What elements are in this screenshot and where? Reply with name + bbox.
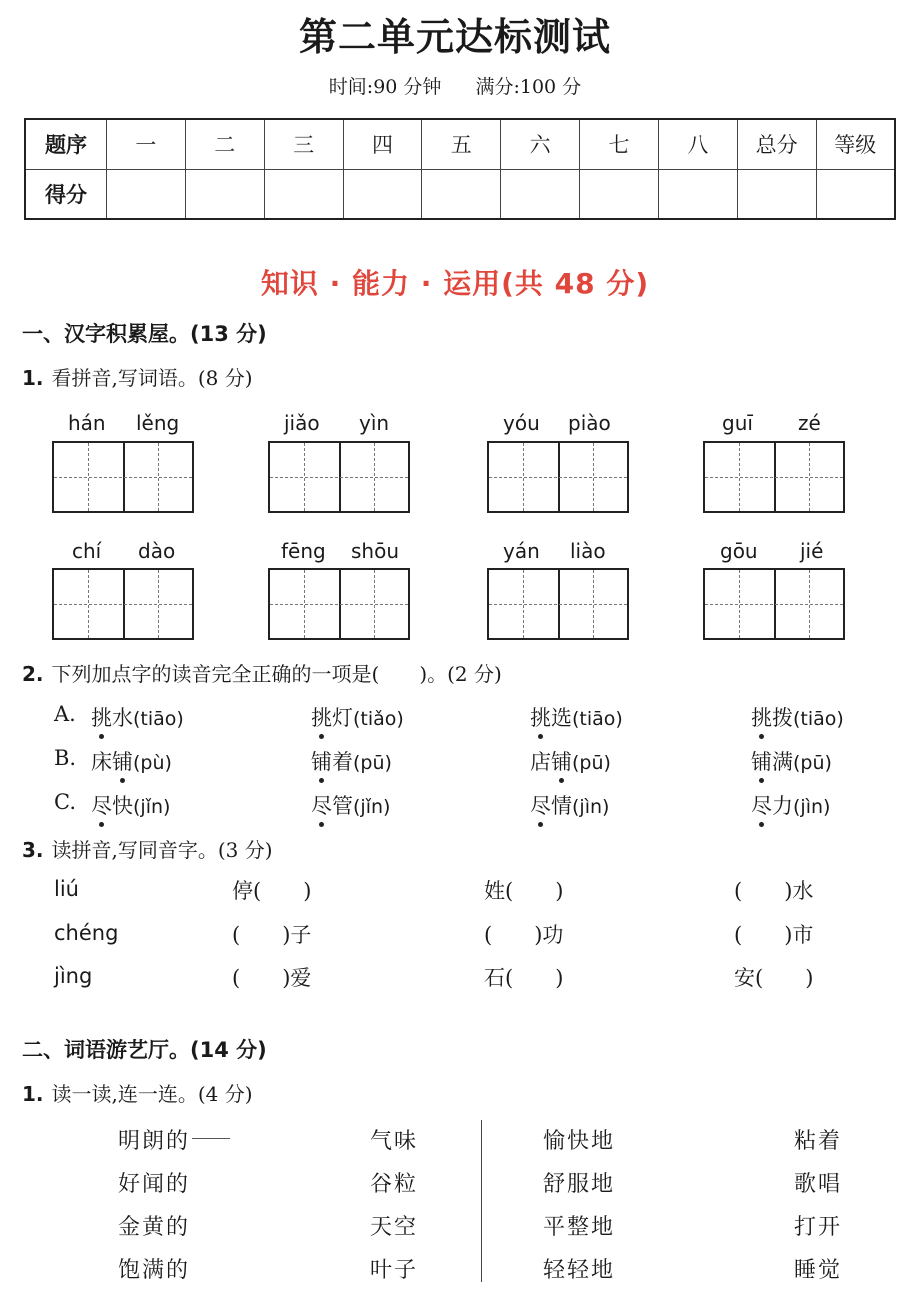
pinyin-label: hán [68,411,106,435]
dotted-char: 挑 [311,702,332,732]
writing-grid[interactable] [268,441,410,513]
pinyin-label: guī [722,411,753,435]
pinyin-label: zé [798,411,821,435]
match-word[interactable]: 明朗的 [118,1129,191,1154]
match-word[interactable]: 轻轻地 [543,1258,616,1283]
option-item: 尽管(jǐn) [311,790,390,820]
option-item: 挑灯(tiǎo) [311,702,404,732]
part2-heading: 二、词语游艺厅。(14 分) [22,1038,267,1062]
pinyin-label: gōu [720,539,758,563]
q3-text: 读拼音,写同音字。(3 分) [51,838,273,862]
match-word[interactable]: 愉快地 [543,1129,616,1154]
option-label: C. [54,790,76,814]
match-word[interactable]: 气味 [370,1129,419,1154]
match-word[interactable]: 好闻的 [118,1172,191,1197]
option-item: 尽情(jìn) [530,790,609,820]
homophone-blank[interactable]: 停( ) [232,879,312,903]
score-cell[interactable] [107,169,186,219]
option-item: 尽力(jìn) [751,790,830,820]
column-divider [481,1120,482,1282]
homophone-blank[interactable]: ( )水 [734,879,814,903]
option-item: 挑拨(tiāo) [751,702,844,732]
writing-grid[interactable] [52,568,194,640]
pinyin-label: fēng [281,539,326,563]
homophone-blank[interactable]: ( )子 [232,923,312,947]
score-cell[interactable] [737,169,816,219]
dotted-char: 尽 [311,790,332,820]
score-cell[interactable] [343,169,422,219]
pinyin-label: yóu [503,411,540,435]
pinyin-label: jiǎo [284,411,320,435]
pinyin-label: shōu [351,539,400,563]
score-cell[interactable] [264,169,343,219]
pinyin-label: yìn [359,411,390,435]
score-cell[interactable] [580,169,659,219]
dotted-char: 铺 [551,746,572,776]
part1-heading: 一、汉字积累屋。(13 分) [22,322,267,346]
q1-number: 1. [22,366,44,390]
question-order-label: 题序 [25,119,107,169]
homophone-blank[interactable]: ( )市 [734,923,814,947]
homophone-pinyin: jìng [54,964,93,988]
col-grade: 等级 [816,119,895,169]
writing-grid[interactable] [487,568,629,640]
dotted-char: 铺 [112,746,133,776]
pinyin-label: lěng [136,411,180,435]
dotted-char: 挑 [751,702,772,732]
homophone-pinyin: liú [54,877,79,901]
col-6: 六 [501,119,580,169]
dotted-char: 铺 [751,746,772,776]
homophone-blank[interactable]: 石( ) [484,966,564,990]
section-banner: 知识 · 能力 · 运用(共 48 分) [260,267,650,300]
score-label: 得分 [25,169,107,219]
match-word[interactable]: 饱满的 [118,1258,191,1283]
q2-text: 下列加点字的读音完全正确的一项是( )。(2 分) [51,662,502,686]
pinyin-label: dào [138,539,176,563]
col-5: 五 [422,119,501,169]
homophone-blank[interactable]: 姓( ) [484,879,564,903]
dotted-char: 铺 [311,746,332,776]
col-total: 总分 [737,119,816,169]
match-word[interactable]: 天空 [370,1215,419,1240]
homophone-blank[interactable]: ( )功 [484,923,564,947]
col-1: 一 [107,119,186,169]
pinyin-label: chí [72,539,102,563]
match-word[interactable]: 歌唱 [794,1172,843,1197]
option-item: 挑选(tiāo) [530,702,623,732]
part2-q1-prompt [22,1078,253,1107]
pinyin-label: liào [570,539,606,563]
score-cell[interactable] [658,169,737,219]
match-word[interactable]: 平整地 [543,1215,616,1240]
q1-prompt [22,362,253,391]
homophone-blank[interactable]: ( )爱 [232,966,312,990]
dotted-char: 挑 [91,702,112,732]
score-table-score-row [25,169,895,219]
option-item: 店铺(pū) [530,746,611,776]
match-word[interactable]: 谷粒 [370,1172,419,1197]
pinyin-label: yán [503,539,540,563]
writing-grid[interactable] [703,441,845,513]
dotted-char: 挑 [530,702,551,732]
page-title: 第二单元达标测试 [298,14,611,59]
match-word[interactable]: 睡觉 [794,1258,843,1283]
col-7: 七 [580,119,659,169]
connector-line [192,1138,230,1139]
option-item: 挑水(tiāo) [91,702,184,732]
col-3: 三 [264,119,343,169]
q3-prompt [22,834,273,863]
score-table-header-row [25,119,895,169]
full-score: 满分:100 分 [475,76,582,98]
q2-number: 2. [22,662,44,686]
option-item: 尽快(jǐn) [91,790,170,820]
dotted-char: 尽 [91,790,112,820]
part2-q1-text: 读一读,连一连。(4 分) [51,1082,253,1106]
part2-q1-number: 1. [22,1082,44,1106]
score-cell[interactable] [816,169,895,219]
match-word[interactable]: 舒服地 [543,1172,616,1197]
dotted-char: 尽 [530,790,551,820]
homophone-pinyin: chéng [54,921,119,945]
homophone-blank[interactable]: 安( ) [734,966,814,990]
match-word[interactable]: 粘着 [794,1129,843,1154]
q3-number: 3. [22,838,44,862]
option-item: 床铺(pù) [91,746,172,776]
dotted-char: 尽 [751,790,772,820]
pinyin-label: piào [568,411,611,435]
score-table [24,118,896,220]
option-label: B. [54,746,77,770]
writing-grid[interactable] [487,441,629,513]
q1-text: 看拼音,写词语。(8 分) [51,366,253,390]
writing-grid[interactable] [703,568,845,640]
score-cell[interactable] [185,169,264,219]
option-item: 铺满(pū) [751,746,832,776]
q2-prompt [22,658,502,687]
col-4: 四 [343,119,422,169]
pinyin-label: jié [800,539,824,563]
writing-grid[interactable] [52,441,194,513]
score-cell[interactable] [422,169,501,219]
col-2: 二 [185,119,264,169]
match-word[interactable]: 叶子 [370,1258,419,1283]
writing-grid[interactable] [268,568,410,640]
option-item: 铺着(pū) [311,746,392,776]
match-word[interactable]: 打开 [794,1215,843,1240]
match-word[interactable]: 金黄的 [118,1215,191,1240]
exam-info [0,72,910,99]
option-label: A. [54,702,76,726]
col-8: 八 [658,119,737,169]
score-cell[interactable] [501,169,580,219]
time-limit: 时间:90 分钟 [328,76,442,98]
